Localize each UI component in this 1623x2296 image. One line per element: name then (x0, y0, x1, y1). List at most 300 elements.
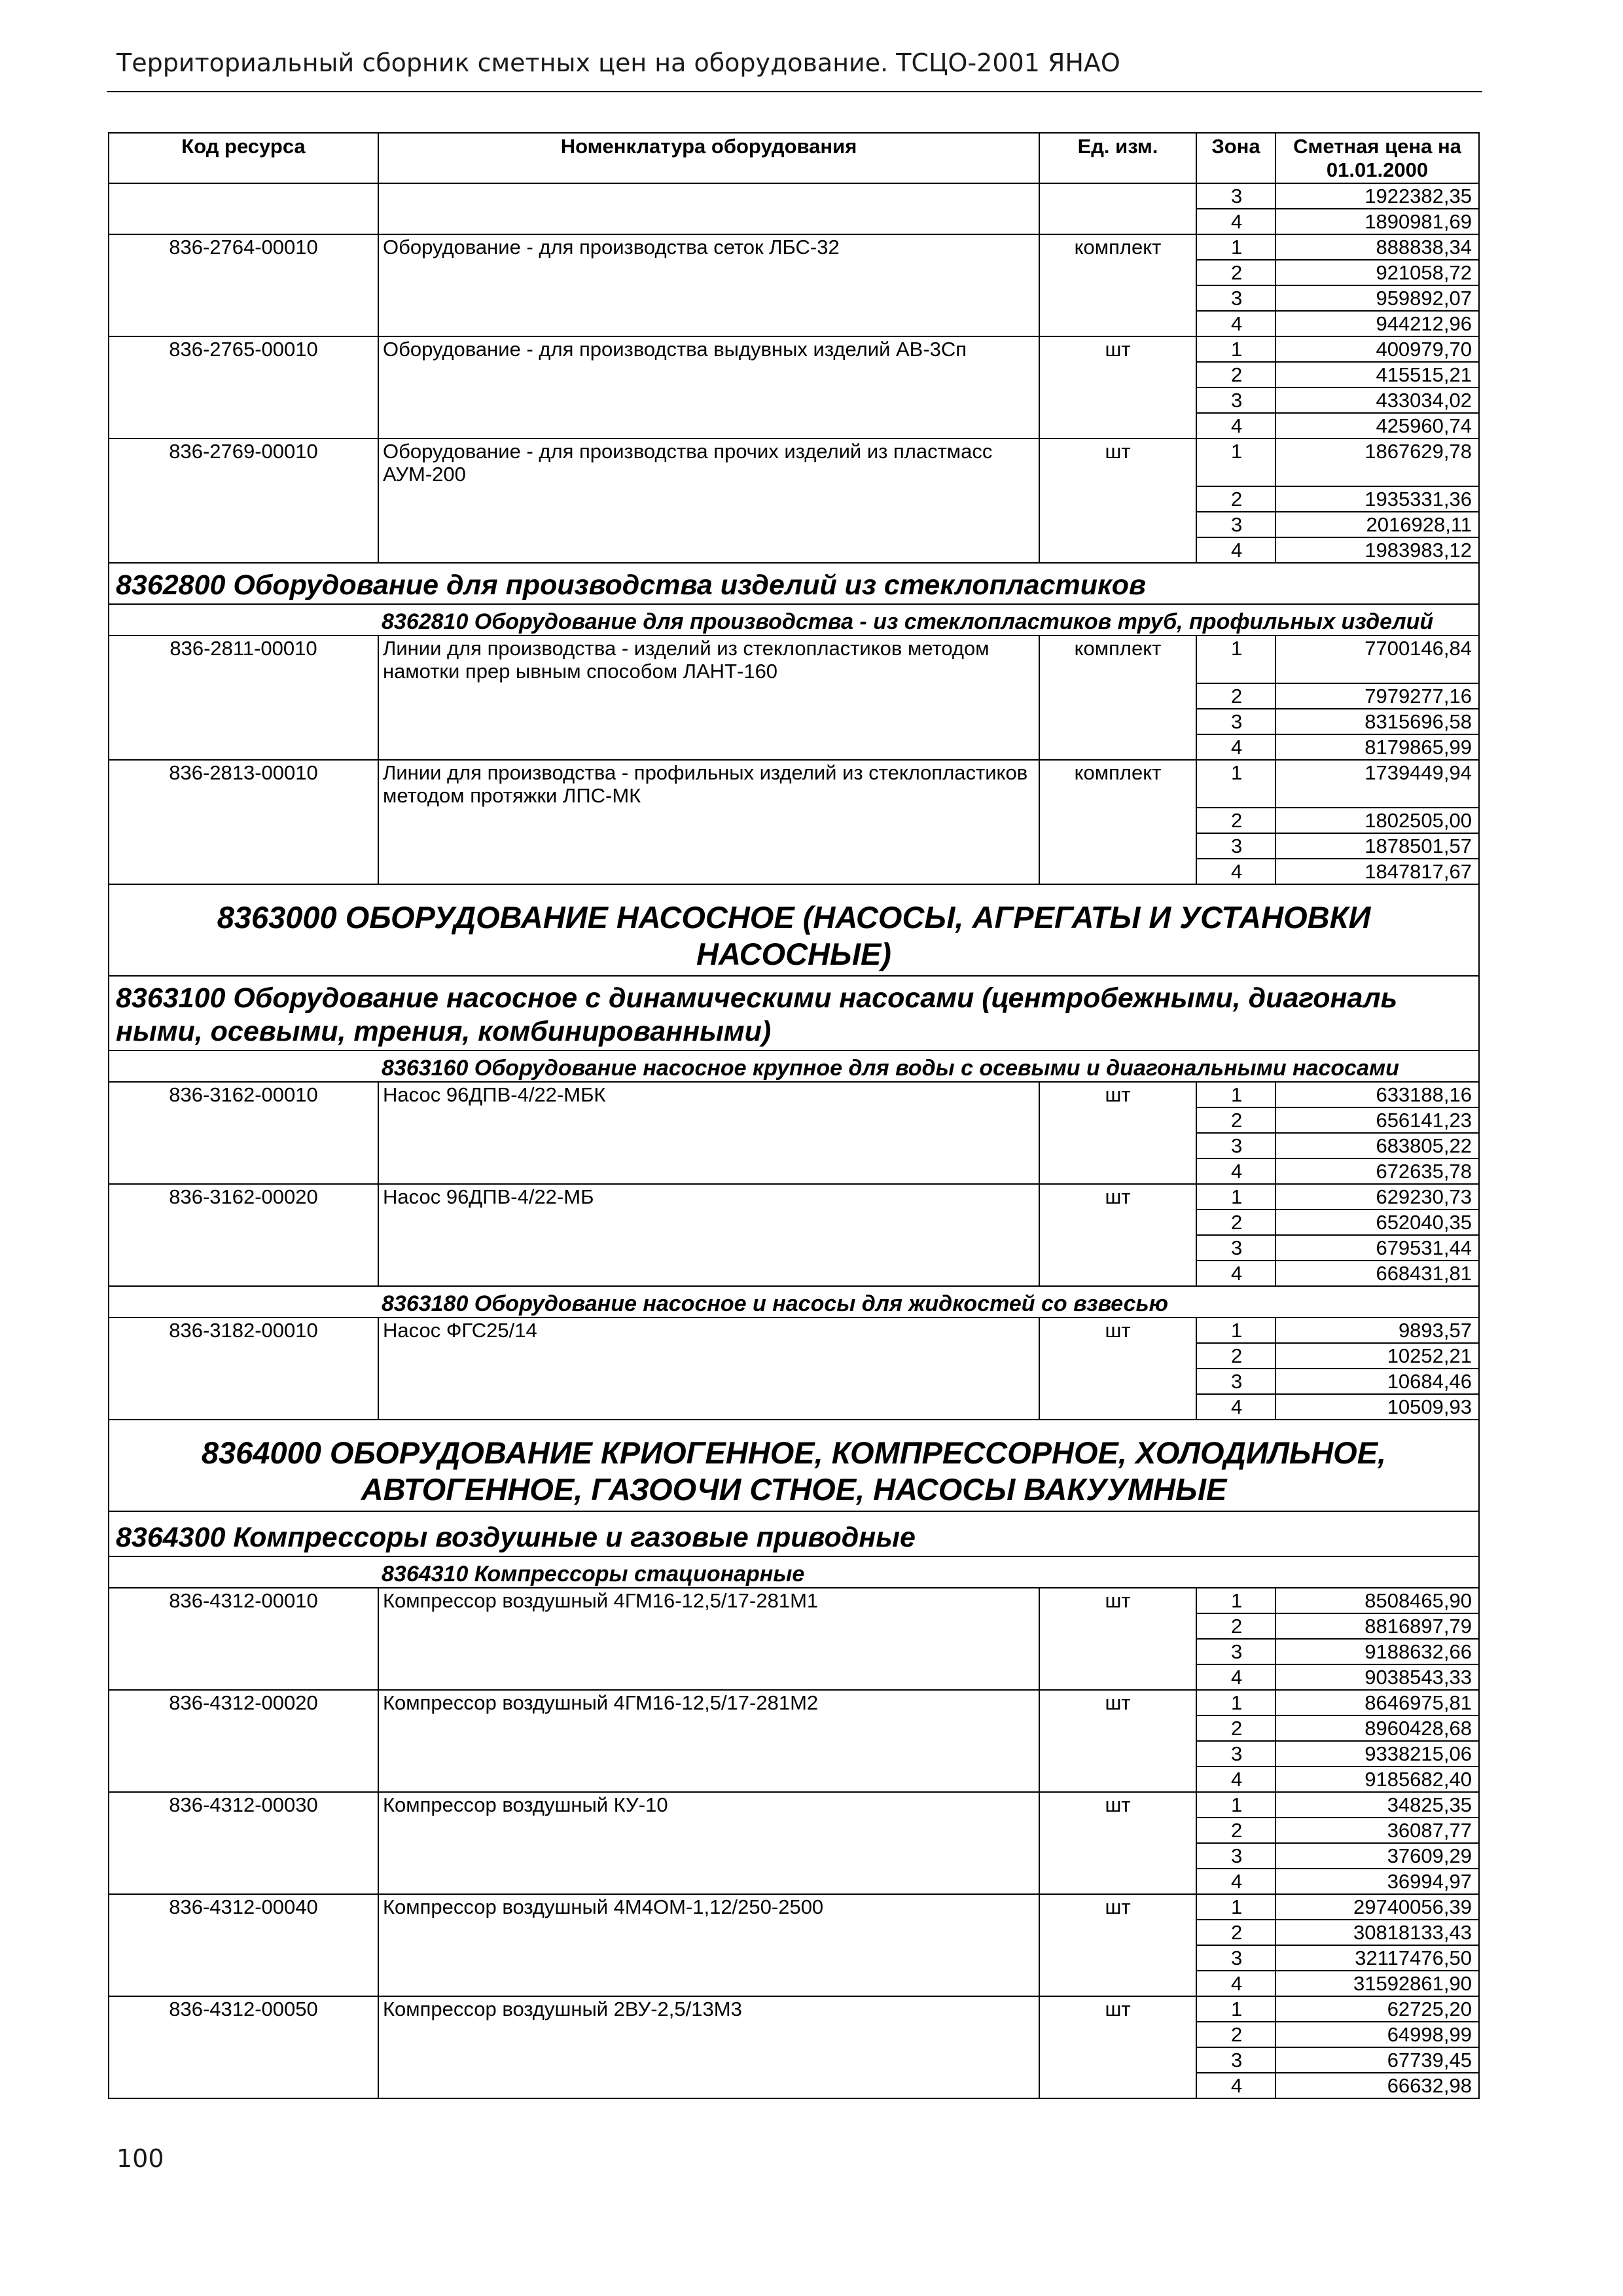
unit-cell-cont (1039, 209, 1196, 234)
resource-code-cont (109, 1261, 378, 1286)
zone-cell: 1 (1196, 760, 1275, 808)
running-header: Территориальный сборник сметных цен на оборудование. ТСЦО-2001 ЯНАО (116, 48, 1120, 77)
zone-cell: 1 (1196, 1588, 1275, 1613)
table-row (109, 183, 1479, 209)
resource-code-cont (109, 260, 378, 285)
unit-cell-cont (1039, 2022, 1196, 2047)
resource-code-cont (109, 486, 378, 512)
zone-cell: 3 (1196, 183, 1275, 209)
zone-cell: 4 (1196, 1869, 1275, 1894)
zone-cell: 1 (1196, 1690, 1275, 1715)
zone-cell: 1 (1196, 1792, 1275, 1818)
zone-cell: 2 (1196, 1715, 1275, 1741)
price-cell: 7979277,16 (1275, 683, 1479, 709)
price-cell: 67739,45 (1275, 2047, 1479, 2073)
zone-cell: 1 (1196, 1082, 1275, 1107)
table-row (109, 808, 1479, 833)
resource-code: 836-4312-00020 (109, 1690, 378, 1715)
resource-code-cont (109, 1210, 378, 1235)
resource-code-cont (109, 1158, 378, 1184)
resource-code-cont (109, 512, 378, 537)
table-row (109, 1343, 1479, 1369)
unit-cell-cont (1039, 709, 1196, 734)
zone-cell: 4 (1196, 859, 1275, 884)
zone-cell: 2 (1196, 808, 1275, 833)
resource-code: 836-3162-00010 (109, 1082, 378, 1107)
price-cell: 8960428,68 (1275, 1715, 1479, 1741)
zone-cell: 3 (1196, 1369, 1275, 1394)
table-row (109, 760, 1479, 808)
zone-cell: 3 (1196, 1741, 1275, 1767)
page-number: 100 (116, 2144, 164, 2173)
zone-cell: 1 (1196, 336, 1275, 362)
price-cell: 959892,07 (1275, 285, 1479, 311)
unit-cell: шт (1039, 336, 1196, 362)
section-row (109, 884, 1479, 976)
resource-code-cont (109, 362, 378, 387)
equipment-name-cont (378, 486, 1039, 512)
zone-cell: 4 (1196, 311, 1275, 336)
resource-code: 836-4312-00040 (109, 1894, 378, 1920)
resource-code-cont (109, 709, 378, 734)
zone-cell: 4 (1196, 2073, 1275, 2098)
price-cell: 36994,97 (1275, 1869, 1479, 1894)
unit-cell-cont (1039, 285, 1196, 311)
resource-code-cont (109, 1945, 378, 1971)
resource-code-cont (109, 808, 378, 833)
equipment-name-cont (378, 260, 1039, 285)
equipment-name: Насос ФГС25/14 (378, 1318, 1039, 1343)
price-cell: 10252,21 (1275, 1343, 1479, 1369)
zone-cell: 2 (1196, 260, 1275, 285)
price-cell: 31592861,90 (1275, 1971, 1479, 1996)
equipment-name-cont (378, 1869, 1039, 1894)
zone-cell: 1 (1196, 1894, 1275, 1920)
equipment-name: Насос 96ДПВ-4/22-МБК (378, 1082, 1039, 1107)
table-row (109, 1261, 1479, 1286)
section-heading-8364300: 8364300 Компрессоры воздушные и газовые приводные (109, 1511, 1479, 1556)
resource-code-cont (109, 833, 378, 859)
price-cell: 66632,98 (1275, 2073, 1479, 2098)
price-cell: 425960,74 (1275, 413, 1479, 439)
price-cell: 8315696,58 (1275, 709, 1479, 734)
resource-code: 836-4312-00030 (109, 1792, 378, 1818)
table-row (109, 1235, 1479, 1261)
resource-code: 836-2811-00010 (109, 636, 378, 683)
unit-cell-cont (1039, 2073, 1196, 2098)
table-row (109, 1715, 1479, 1741)
zone-cell: 2 (1196, 1613, 1275, 1639)
zone-cell: 4 (1196, 537, 1275, 563)
table-row (109, 1318, 1479, 1343)
price-cell: 668431,81 (1275, 1261, 1479, 1286)
resource-code-cont (109, 1613, 378, 1639)
resource-code: 836-3182-00010 (109, 1318, 378, 1343)
price-cell: 1847817,67 (1275, 859, 1479, 884)
unit-cell: шт (1039, 1690, 1196, 1715)
unit-cell: комплект (1039, 760, 1196, 808)
header-rule (107, 91, 1482, 92)
unit-cell: шт (1039, 1184, 1196, 1210)
price-cell: 1935331,36 (1275, 486, 1479, 512)
table-row (109, 1945, 1479, 1971)
equipment-name: Компрессор воздушный 4ГМ16-12,5/17-281М1 (378, 1588, 1039, 1613)
equipment-name-cont (378, 1818, 1039, 1843)
zone-cell: 2 (1196, 362, 1275, 387)
section-row (109, 563, 1479, 604)
unit-cell: шт (1039, 439, 1196, 486)
section-heading-8364000: 8364000 ОБОРУДОВАНИЕ КРИОГЕННОЕ, КОМПРЕССОРНОЕ, ХОЛОДИЛЬНОЕ, АВТОГЕННОЕ, ГАЗООЧИ СТНОЕ, НАСОСЫ ВАКУУМНЫЕ (109, 1420, 1479, 1511)
resource-code-cont (109, 1343, 378, 1369)
price-cell: 32117476,50 (1275, 1945, 1479, 1971)
section-heading-8363160: 8363160 Оборудование насосное крупное для воды с осевыми и диагональными насосами (109, 1050, 1479, 1082)
table-row (109, 1639, 1479, 1664)
table-row (109, 1767, 1479, 1792)
equipment-name: Линии для производства - профильных изделий из стеклопластиков методом протяжки ЛПС-МК (378, 760, 1039, 808)
price-cell: 1739449,94 (1275, 760, 1479, 808)
unit-cell-cont (1039, 1343, 1196, 1369)
table-row (109, 859, 1479, 884)
table-row (109, 709, 1479, 734)
zone-cell: 3 (1196, 1639, 1275, 1664)
zone-cell: 2 (1196, 1343, 1275, 1369)
equipment-name: Оборудование - для производства сеток ЛБС-32 (378, 234, 1039, 260)
equipment-name (378, 183, 1039, 209)
unit-cell-cont (1039, 1107, 1196, 1133)
price-cell: 2016928,11 (1275, 512, 1479, 537)
price-cell: 62725,20 (1275, 1996, 1479, 2022)
resource-code-cont (109, 413, 378, 439)
equipment-name: Компрессор воздушный 2ВУ-2,5/13М3 (378, 1996, 1039, 2022)
price-cell: 8179865,99 (1275, 734, 1479, 760)
equipment-name-cont (378, 1741, 1039, 1767)
price-cell: 433034,02 (1275, 387, 1479, 413)
equipment-name-cont (378, 1945, 1039, 1971)
equipment-name: Оборудование - для производства прочих изделий из пластмасс АУМ-200 (378, 439, 1039, 486)
zone-cell: 2 (1196, 1107, 1275, 1133)
resource-code-cont (109, 285, 378, 311)
equipment-name-cont (378, 1210, 1039, 1235)
zone-cell: 4 (1196, 1158, 1275, 1184)
price-cell: 7700146,84 (1275, 636, 1479, 683)
resource-code-cont (109, 1235, 378, 1261)
price-cell: 679531,44 (1275, 1235, 1479, 1261)
resource-code-cont (109, 537, 378, 563)
equipment-name: Компрессор воздушный 4ГМ16-12,5/17-281М2 (378, 1690, 1039, 1715)
zone-cell: 1 (1196, 234, 1275, 260)
zone-cell: 1 (1196, 636, 1275, 683)
table-row (109, 2073, 1479, 2098)
table-row (109, 1920, 1479, 1945)
zone-cell: 3 (1196, 1945, 1275, 1971)
col-unit-header: Ед. изм. (1039, 133, 1196, 183)
table-row (109, 1741, 1479, 1767)
zone-cell: 3 (1196, 285, 1275, 311)
price-cell: 8508465,90 (1275, 1588, 1479, 1613)
table-row (109, 833, 1479, 859)
price-cell: 656141,23 (1275, 1107, 1479, 1133)
unit-cell-cont (1039, 512, 1196, 537)
unit-cell-cont (1039, 1158, 1196, 1184)
section-heading-8364310: 8364310 Компрессоры стационарные (109, 1556, 1479, 1588)
section-heading-8363100: 8363100 Оборудование насосное с динамическими насосами (центробежными, диагональ ными, осевыми, трения, комбинированными) (109, 976, 1479, 1050)
table-row (109, 311, 1479, 336)
table-row (109, 734, 1479, 760)
zone-cell: 4 (1196, 1261, 1275, 1286)
equipment-name-cont (378, 311, 1039, 336)
equipment-name-cont (378, 387, 1039, 413)
equipment-name-cont (378, 1715, 1039, 1741)
price-cell: 672635,78 (1275, 1158, 1479, 1184)
table-row (109, 1971, 1479, 1996)
price-cell: 29740056,39 (1275, 1894, 1479, 1920)
resource-code-cont (109, 1843, 378, 1869)
equipment-name: Компрессор воздушный КУ-10 (378, 1792, 1039, 1818)
price-cell: 10684,46 (1275, 1369, 1479, 1394)
zone-cell: 3 (1196, 1133, 1275, 1158)
equipment-name-cont (378, 413, 1039, 439)
zone-cell: 1 (1196, 1996, 1275, 2022)
section-row (109, 976, 1479, 1050)
table-row (109, 209, 1479, 234)
table-header-row (109, 133, 1479, 183)
equipment-name-cont (378, 1158, 1039, 1184)
zone-cell: 2 (1196, 1818, 1275, 1843)
price-cell: 1867629,78 (1275, 439, 1479, 486)
section-row (109, 1556, 1479, 1588)
resource-code-cont (109, 1971, 378, 1996)
equipment-name-cont (378, 2047, 1039, 2073)
table-row (109, 1843, 1479, 1869)
col-zone-header: Зона (1196, 133, 1275, 183)
resource-code-cont (109, 387, 378, 413)
table-row (109, 336, 1479, 362)
zone-cell: 4 (1196, 734, 1275, 760)
resource-code: 836-4312-00050 (109, 1996, 378, 2022)
equipment-name-cont (378, 2073, 1039, 2098)
zone-cell: 4 (1196, 1394, 1275, 1420)
unit-cell: шт (1039, 1318, 1196, 1343)
resource-code-cont (109, 1767, 378, 1792)
unit-cell-cont (1039, 1843, 1196, 1869)
table-row (109, 1394, 1479, 1420)
resource-code: 836-2764-00010 (109, 234, 378, 260)
price-cell: 1983983,12 (1275, 537, 1479, 563)
resource-code-cont (109, 1133, 378, 1158)
price-table (108, 132, 1478, 2099)
unit-cell-cont (1039, 1394, 1196, 1420)
price-cell: 30818133,43 (1275, 1920, 1479, 1945)
resource-code-cont (109, 1920, 378, 1945)
table-row (109, 2047, 1479, 2073)
equipment-name-cont (378, 285, 1039, 311)
section-row (109, 1420, 1479, 1511)
equipment-name-cont (378, 1235, 1039, 1261)
table-row (109, 1818, 1479, 1843)
zone-cell: 3 (1196, 1235, 1275, 1261)
table-row (109, 1107, 1479, 1133)
section-row (109, 1511, 1479, 1556)
zone-cell: 4 (1196, 1971, 1275, 1996)
unit-cell-cont (1039, 1945, 1196, 1971)
price-cell: 8816897,79 (1275, 1613, 1479, 1639)
unit-cell-cont (1039, 1261, 1196, 1286)
table-row (109, 1210, 1479, 1235)
unit-cell-cont (1039, 1639, 1196, 1664)
zone-cell: 4 (1196, 1767, 1275, 1792)
resource-code-cont (109, 859, 378, 884)
table-row (109, 1158, 1479, 1184)
table-row (109, 234, 1479, 260)
table-row (109, 512, 1479, 537)
table-row (109, 1894, 1479, 1920)
price-cell: 37609,29 (1275, 1843, 1479, 1869)
resource-code-cont (109, 683, 378, 709)
price-cell: 633188,16 (1275, 1082, 1479, 1107)
equipment-name: Компрессор воздушный 4М4ОМ-1,12/250-2500 (378, 1894, 1039, 1920)
equipment-name-cont (378, 859, 1039, 884)
col-code-header: Код ресурса (109, 133, 378, 183)
section-heading-8362810: 8362810 Оборудование для производства - из стеклопластиков труб, профильных изделий (109, 604, 1479, 636)
equipment-name-cont (378, 1369, 1039, 1394)
zone-cell: 4 (1196, 1664, 1275, 1690)
price-cell: 34825,35 (1275, 1792, 1479, 1818)
price-cell: 888838,34 (1275, 234, 1479, 260)
table-row (109, 1792, 1479, 1818)
resource-code-cont (109, 1369, 378, 1394)
equipment-name-cont (378, 1639, 1039, 1664)
equipment-name-cont (378, 808, 1039, 833)
table-row (109, 1664, 1479, 1690)
section-heading-8362800: 8362800 Оборудование для производства изделий из стеклопластиков (109, 563, 1479, 604)
table-row (109, 285, 1479, 311)
table-row (109, 1184, 1479, 1210)
equipment-name-cont (378, 1394, 1039, 1420)
price-cell: 1878501,57 (1275, 833, 1479, 859)
unit-cell-cont (1039, 260, 1196, 285)
equipment-name-cont (378, 1843, 1039, 1869)
unit-cell-cont (1039, 683, 1196, 709)
resource-code-cont (109, 1664, 378, 1690)
table-row (109, 260, 1479, 285)
table-row (109, 439, 1479, 486)
price-cell: 9188632,66 (1275, 1639, 1479, 1664)
table-row (109, 683, 1479, 709)
table-row (109, 1082, 1479, 1107)
unit-cell-cont (1039, 387, 1196, 413)
unit-cell-cont (1039, 833, 1196, 859)
zone-cell: 3 (1196, 1843, 1275, 1869)
price-cell: 9338215,06 (1275, 1741, 1479, 1767)
equipment-name-cont (378, 537, 1039, 563)
zone-cell: 2 (1196, 1210, 1275, 1235)
equipment-name-cont (378, 1664, 1039, 1690)
unit-cell-cont (1039, 311, 1196, 336)
price-cell: 64998,99 (1275, 2022, 1479, 2047)
unit-cell-cont (1039, 1920, 1196, 1945)
table-row (109, 1996, 1479, 2022)
table-row (109, 2022, 1479, 2047)
unit-cell-cont (1039, 362, 1196, 387)
equipment-name-cont (378, 1971, 1039, 1996)
price-cell: 400979,70 (1275, 336, 1479, 362)
unit-cell: шт (1039, 1996, 1196, 2022)
unit-cell-cont (1039, 1210, 1196, 1235)
zone-cell: 3 (1196, 387, 1275, 413)
price-cell: 9038543,33 (1275, 1664, 1479, 1690)
zone-cell: 4 (1196, 413, 1275, 439)
zone-cell: 2 (1196, 1920, 1275, 1945)
price-cell: 9893,57 (1275, 1318, 1479, 1343)
unit-cell-cont (1039, 734, 1196, 760)
price-cell: 36087,77 (1275, 1818, 1479, 1843)
unit-cell-cont (1039, 1715, 1196, 1741)
resource-code-cont (109, 1741, 378, 1767)
unit-cell-cont (1039, 1133, 1196, 1158)
unit-cell-cont (1039, 1869, 1196, 1894)
unit-cell-cont (1039, 1971, 1196, 1996)
zone-cell: 2 (1196, 486, 1275, 512)
equipment-name-cont (378, 362, 1039, 387)
zone-cell: 3 (1196, 833, 1275, 859)
price-cell: 683805,22 (1275, 1133, 1479, 1158)
table-row (109, 486, 1479, 512)
price-cell: 1802505,00 (1275, 808, 1479, 833)
unit-cell: шт (1039, 1894, 1196, 1920)
table-row (109, 413, 1479, 439)
equipment-name-cont (378, 709, 1039, 734)
table-row (109, 387, 1479, 413)
equipment-name-cont (378, 2022, 1039, 2047)
price-cell: 921058,72 (1275, 260, 1479, 285)
unit-cell: комплект (1039, 636, 1196, 683)
equipment-name-cont (378, 1107, 1039, 1133)
unit-cell: шт (1039, 1588, 1196, 1613)
price-cell: 652040,35 (1275, 1210, 1479, 1235)
unit-cell-cont (1039, 486, 1196, 512)
section-heading-8363180: 8363180 Оборудование насосное и насосы для жидкостей со взвесью (109, 1286, 1479, 1318)
unit-cell-cont (1039, 1369, 1196, 1394)
resource-code-cont (109, 2047, 378, 2073)
zone-cell: 1 (1196, 1318, 1275, 1343)
resource-code: 836-2769-00010 (109, 439, 378, 486)
resource-code: 836-3162-00020 (109, 1184, 378, 1210)
zone-cell: 4 (1196, 209, 1275, 234)
equipment-name-cont (378, 833, 1039, 859)
equipment-name-cont (378, 512, 1039, 537)
unit-cell-cont (1039, 1741, 1196, 1767)
equipment-name-cont (378, 1613, 1039, 1639)
resource-code-cont (109, 1869, 378, 1894)
table-row (109, 1369, 1479, 1394)
zone-cell: 1 (1196, 439, 1275, 486)
price-cell: 8646975,81 (1275, 1690, 1479, 1715)
unit-cell-cont (1039, 1235, 1196, 1261)
section-row (109, 1286, 1479, 1318)
equipment-name: Оборудование - для производства выдувных изделий АВ-3Сп (378, 336, 1039, 362)
price-cell: 415515,21 (1275, 362, 1479, 387)
unit-cell: шт (1039, 1082, 1196, 1107)
unit-cell-cont (1039, 859, 1196, 884)
equipment-name-cont (378, 734, 1039, 760)
equipment-name: Линии для производства - изделий из стеклопластиков методом намотки прер ывным способом ЛАНТ-160 (378, 636, 1039, 683)
price-cell: 10509,93 (1275, 1394, 1479, 1420)
table-row (109, 1133, 1479, 1158)
zone-cell: 2 (1196, 683, 1275, 709)
zone-cell: 1 (1196, 1184, 1275, 1210)
resource-code-cont (109, 1639, 378, 1664)
resource-code-cont (109, 311, 378, 336)
